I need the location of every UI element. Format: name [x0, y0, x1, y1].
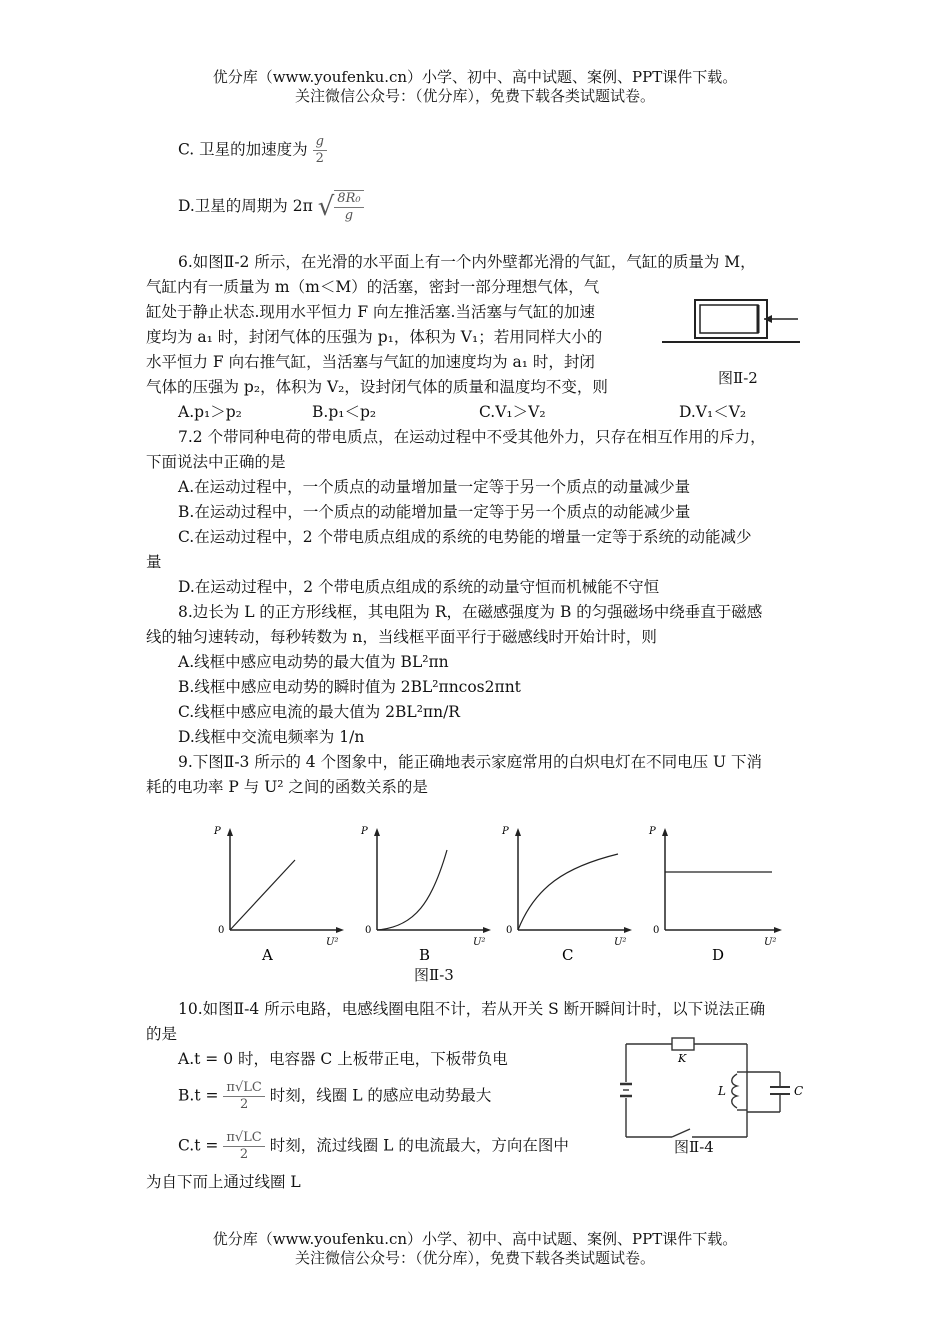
- graph-a-x-label: U²: [326, 937, 339, 948]
- q10-option-a: A.t = 0 时，电容器 C 上板带正电，下板带负电: [178, 1050, 508, 1068]
- q10-option-b: B.t = $\frac{\pi√LC}{2}$ 时刻，线圈 L 的感应电动势最大: [178, 1080, 492, 1112]
- graph-c-label: C: [562, 946, 574, 964]
- header-line-2: 关注微信公众号：（优分库），免费下载各类试题试卷。: [294, 87, 655, 105]
- q10-option-c-cont: 为自下而上通过线圈 L: [146, 1173, 301, 1191]
- q6-line-5: 水平恒力 F 向右推气缸，当活塞与气缸的加速度均为 a₁ 时，封闭: [146, 353, 595, 371]
- fraction-g-over-2: $\frac{g}{2}$: [313, 134, 327, 167]
- q7-option-a: A.在运动过程中，一个质点的动量增加量一定等于另一个质点的动量减少量: [178, 478, 691, 496]
- q8-line-1: 8.边长为 L 的正方形线框，其电阻为 R，在磁感强度为 B 的匀强磁场中绕垂直于磁感: [178, 603, 763, 621]
- inductor-coil: [732, 1074, 737, 1108]
- circuit-c-label: C: [794, 1084, 804, 1098]
- graph-a-label: A: [262, 946, 273, 964]
- graph-c-x-label: U²: [614, 937, 627, 948]
- graph-d-x-label: U²: [764, 937, 777, 948]
- graph-d-y-label: P: [649, 826, 656, 837]
- graph-b-y-label: P: [361, 826, 368, 837]
- q7-option-c-cont: 量: [146, 553, 162, 571]
- graph-c: [501, 826, 632, 964]
- fraction-8r0-over-g: $\frac{\text{8R₀}}{g}$: [334, 190, 363, 224]
- q6-line-1: 6.如图Ⅱ-2 所示，在光滑的水平面上有一个内外壁都光滑的气缸，气缸的质量为 M，: [178, 253, 756, 271]
- footer-line-1: 优分库（www.youfenku.cn）小学、初中、高中试题、案例、PPT课件下载。: [212, 1230, 738, 1248]
- header-line-1: 优分库（www.youfenku.cn）小学、初中、高中试题、案例、PPT课件下载。: [212, 68, 738, 86]
- graph-b-x-label: U²: [473, 937, 486, 948]
- q6-option-d: D.V₁＜V₂: [679, 403, 747, 421]
- fraction-pi-sqrt-lc-over-2: $\frac{\pi√LC}{2}$: [223, 1080, 264, 1113]
- figure-2-cylinder-diagram: [660, 290, 805, 350]
- circuit-k-label: K: [678, 1052, 687, 1065]
- q10-line-2: 的是: [146, 1025, 178, 1043]
- figure-3-graphs: [200, 812, 792, 967]
- graph-b-label: B: [419, 946, 431, 964]
- graph-d: [648, 826, 782, 964]
- q10-line-1: 10.如图Ⅱ-4 所示电路，电感线圈电阻不计，若从开关 S 断开瞬间计时，以下说法正确: [178, 1000, 766, 1018]
- q6-line-3: 缸处于静止状态.现用水平恒力 F 向左推活塞.当活塞与气缸的加速: [146, 303, 595, 321]
- q6-line-2: 气缸内有一质量为 m（m＜M）的活塞，密封一部分理想气体，气: [146, 278, 600, 296]
- q6-option-c: C.V₁＞V₂: [479, 403, 546, 421]
- q6-line-4: 度均为 a₁ 时，封闭气体的压强为 p₁，体积为 V₁；若用同样大小的: [146, 328, 603, 346]
- q5-option-c: C. 卫星的加速度为 $\frac{g}{2}$: [178, 134, 327, 167]
- circuit-l-label: L: [718, 1084, 726, 1098]
- q10-option-c: C.t = $\frac{\pi√LC}{2}$ 时刻，流过线圈 L 的电流最大，方向在图中: [178, 1130, 569, 1162]
- graph-c-y-label: P: [502, 826, 509, 837]
- sqrt-sign-icon: √: [317, 192, 335, 222]
- footer-line-2: 关注微信公众号：（优分库），免费下载各类试题试卷。: [294, 1249, 655, 1267]
- q7-line-2: 下面说法中正确的是: [146, 453, 286, 471]
- q7-option-c: C.在运动过程中，2 个带电质点组成的系统的电势能的增量一定等于系统的动能减少: [178, 528, 752, 546]
- q8-option-c: C.线框中感应电流的最大值为 2BL²πn/R: [178, 703, 460, 721]
- graph-b: [360, 826, 491, 964]
- graph-a-y-label: P: [214, 826, 221, 837]
- figure-4-caption: 图Ⅱ-4: [674, 1138, 714, 1156]
- q7-line-1: 7.2 个带同种电荷的带电质点，在运动过程中不受其他外力，只存在相互作用的斥力，: [178, 428, 766, 446]
- q9-line-1: 9.下图Ⅱ-3 所示的 4 个图象中，能正确地表示家庭常用的白炽电灯在不同电压 U 下消: [178, 753, 762, 771]
- resistor-k: [672, 1038, 694, 1050]
- figure-2-caption: 图Ⅱ-2: [718, 369, 758, 387]
- graph-a: [213, 826, 344, 964]
- graph-d-label: D: [712, 946, 725, 964]
- q8-option-d: D.线框中交流电频率为 1/n: [178, 728, 365, 746]
- graph-d-origin: 0: [653, 925, 660, 936]
- q7-option-b: B.在运动过程中，一个质点的动能增加量一定等于另一个质点的动能减少量: [178, 503, 691, 521]
- q6-option-b: B.p₁＜p₂: [312, 403, 377, 421]
- q9-line-2: 耗的电功率 P 与 U² 之间的函数关系的是: [146, 778, 428, 796]
- figure-3-caption: 图Ⅱ-3: [414, 966, 454, 984]
- q6-option-a: A.p₁＞p₂: [178, 403, 242, 421]
- graph-b-origin: 0: [365, 925, 372, 936]
- graph-c-origin: 0: [506, 925, 513, 936]
- graph-a-origin: 0: [218, 925, 225, 936]
- q6-line-6: 气体的压强为 p₂，体积为 V₂，设封闭气体的质量和温度均不变，则: [146, 378, 608, 396]
- q8-option-b: B.线框中感应电动势的瞬时值为 2BL²πncos2πnt: [178, 678, 521, 696]
- fraction-pi-sqrt-lc-over-2-c: $\frac{\pi√LC}{2}$: [223, 1130, 264, 1163]
- q7-option-d: D.在运动过程中，2 个带电质点组成的系统的动量守恒而机械能不守恒: [178, 578, 660, 596]
- q8-line-2: 线的轴匀速转动，每秒转数为 n，当线框平面平行于磁感线时开始计时，则: [146, 628, 657, 646]
- q8-option-a: A.线框中感应电动势的最大值为 BL²πn: [178, 653, 449, 671]
- q5-option-d: D.卫星的周期为 2π √ $\frac{\text{8R₀}}{g}$: [178, 190, 364, 224]
